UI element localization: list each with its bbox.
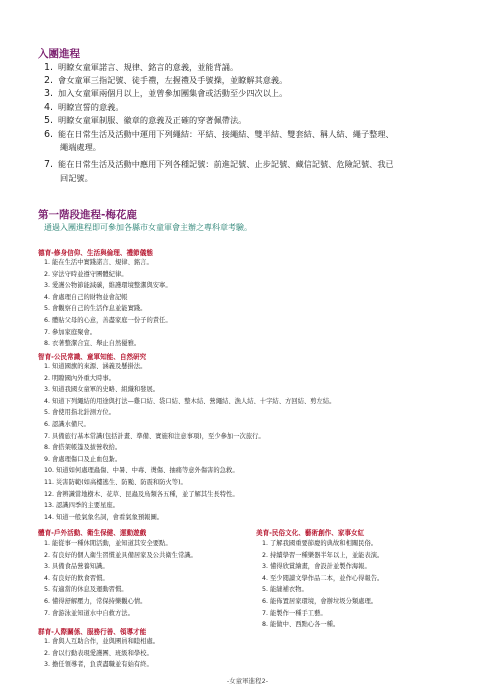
page-footer: -女童軍進程2- — [226, 677, 269, 685]
list-item: 6. 懂得舒解壓力，常保持樂觀心情。 — [44, 597, 147, 605]
list-item: 3. 具備食品營養知識。 — [44, 563, 109, 571]
section-list-aesthetic — [262, 538, 383, 631]
list-item: 2. 持續學習一種樂器半年以上，並能表演。 — [262, 551, 384, 559]
list-item: 5. 會使用指北針測方位。 — [44, 409, 115, 417]
list-item: 8. 衣著整潔合宜、舉止自然優雅。 — [44, 340, 141, 348]
list-item: 6. 能佈置居家環境，會辦垃圾分類處理。 — [262, 597, 378, 605]
list-item: 8. 能做中、西點心各一種。 — [262, 621, 340, 629]
intro-list — [44, 61, 394, 185]
list-item: 10. 知道如何處理蟲傷、中暑、中毒、燙傷、抽痛等意外傷害的急救。 — [44, 467, 239, 475]
section-list-physical — [44, 538, 197, 619]
list-item: 1. 能在生活中實踐諾言、規律、銘言。 — [44, 259, 153, 266]
list-item: 1. 明瞭女童軍諾言、規律、銘言的意義，並能背誦。 — [44, 62, 239, 73]
list-item: 12. 會辨識當地樹木、花草、昆蟲及鳥類各五種，並了解其生長特性。 — [44, 490, 239, 498]
list-item: 1. 能從事一種休閒活動，並知道其安全要點。 — [44, 540, 172, 547]
list-item: 1. 知道國旗的來源、涵義及懸掛法。 — [44, 363, 147, 370]
section-list-moral — [44, 257, 172, 350]
list-item: 11. 災害防範(如高樓逃生、防颱、防震和防火等)。 — [44, 478, 187, 486]
section-title-intellect: 智育-公民常識、童軍知能、自然研究 — [38, 353, 147, 361]
list-item: 6. 能在日常生活及活動中運用下列繩結：平結、接繩結、雙半結、雙套結、稱人結、繩子整理、 繩端處理。 — [44, 129, 394, 153]
list-item: 5. 會觀察自己的生活作息並能實踐。 — [44, 305, 147, 313]
list-item: 9. 會處理傷口及止血包紮。 — [44, 455, 122, 463]
list-item: 1. 了解我國重要節慶的典故和相關民俗。 — [262, 540, 378, 547]
stage1-note: 通過入團進程即可參加各縣市女童軍會主辦之專科章考驗。 — [44, 223, 252, 232]
section-title-aesthetic: 美育-民俗文化、藝術創作、家事女紅 — [256, 529, 365, 537]
list-item: 2. 明瞭國內外重大時事。 — [44, 374, 115, 382]
list-item: 4. 有良好的飲食習慣。 — [44, 574, 109, 582]
list-item: 2. 會以行動表現愛護團、班級和學校。 — [44, 649, 153, 657]
list-item: 3. 擔任領導者，負責盡職並有始有終。 — [44, 661, 153, 669]
list-item: 4. 至少閱讀文學作品二本，並作心得報告。 — [262, 574, 384, 582]
section-list-social — [44, 636, 159, 671]
list-item: 2. 穿法守時並遵守團體紀律。 — [44, 270, 128, 278]
list-item: 3. 知道我國女童軍的史略、組織和發展。 — [44, 386, 160, 394]
list-item: 7. 會游泳並知道水中自救方法。 — [44, 609, 134, 617]
list-item: 2. 會女童軍三指記號、徒手禮，左握禮及手號操，並瞭解其意義。 — [44, 75, 288, 87]
list-item: 7. 具備旅行基本常識(包括計畫、準備、實施和注意事項)，至少參加一次旅行。 — [44, 432, 265, 440]
list-item: 5. 有適當的休息及運動習慣。 — [44, 586, 128, 594]
list-item: 7. 能製作一種手工藝。 — [262, 609, 327, 617]
list-item: 1. 會與人互助合作，並與團員和睦相處。 — [44, 638, 160, 645]
list-item: 8. 會搭架帳篷及拔營收拾。 — [44, 444, 122, 452]
section-title-social: 群育-人際關係、服務行善、領導才能 — [38, 628, 147, 636]
intro-title: 入團進程 — [38, 48, 80, 60]
list-item: 14. 知道一般氣象名詞，會看氣象預報圖。 — [44, 513, 164, 521]
list-item: 5. 明瞭女童軍制服、徽章的意義及正確的穿著佩帶法。 — [44, 114, 247, 126]
list-item: 13. 認識四季的主要星座。 — [44, 502, 119, 510]
list-item: 7. 能在日常生活及活動中應用下列各種記號：前進記號、止步記號、藏信記號、危險記號、我已 回記號。 — [44, 159, 394, 183]
list-item: 5. 能縫補衣物。 — [262, 586, 308, 594]
list-item: 3. 愛護公物節能減碳，維護環境整潔與安寧。 — [44, 282, 172, 290]
section-list-intellect — [44, 361, 335, 523]
list-item: 4. 知道下列繩結的用途與打法—雞口結、袋口結、整木結、營繩結、漁人結、十字結、方回結、剪左結。 — [44, 397, 336, 405]
list-item: 3. 懂得欣賞繪畫，會設計並製作海報。 — [262, 563, 371, 571]
list-item: 6. 體貼父母的心意，善盡家庭一份子的責任。 — [44, 316, 172, 324]
list-item: 7. 參加家庭聚會。 — [44, 328, 97, 336]
list-item: 4. 會處理自己的財物並會記帳 — [44, 293, 128, 301]
list-item: 6. 認識水備尺。 — [44, 420, 90, 428]
stage1-title: 第一階段進程-梅花鹿 — [38, 209, 137, 221]
list-item: 3. 加入女童軍兩個月以上，並曾參加團集會或活動至少四次以上。 — [44, 88, 288, 100]
section-title-moral: 德育-修身信仰、生活與倫理、禮節儀態 — [38, 249, 153, 257]
list-item: 4. 明瞭宣誓的意義。 — [44, 101, 124, 113]
list-item: 2. 有良好的個人衛生習慣並具備居家及公共衛生常識。 — [44, 551, 197, 559]
section-title-physical: 體育-戶外活動、衛生保健、運動遊戲 — [38, 529, 147, 537]
